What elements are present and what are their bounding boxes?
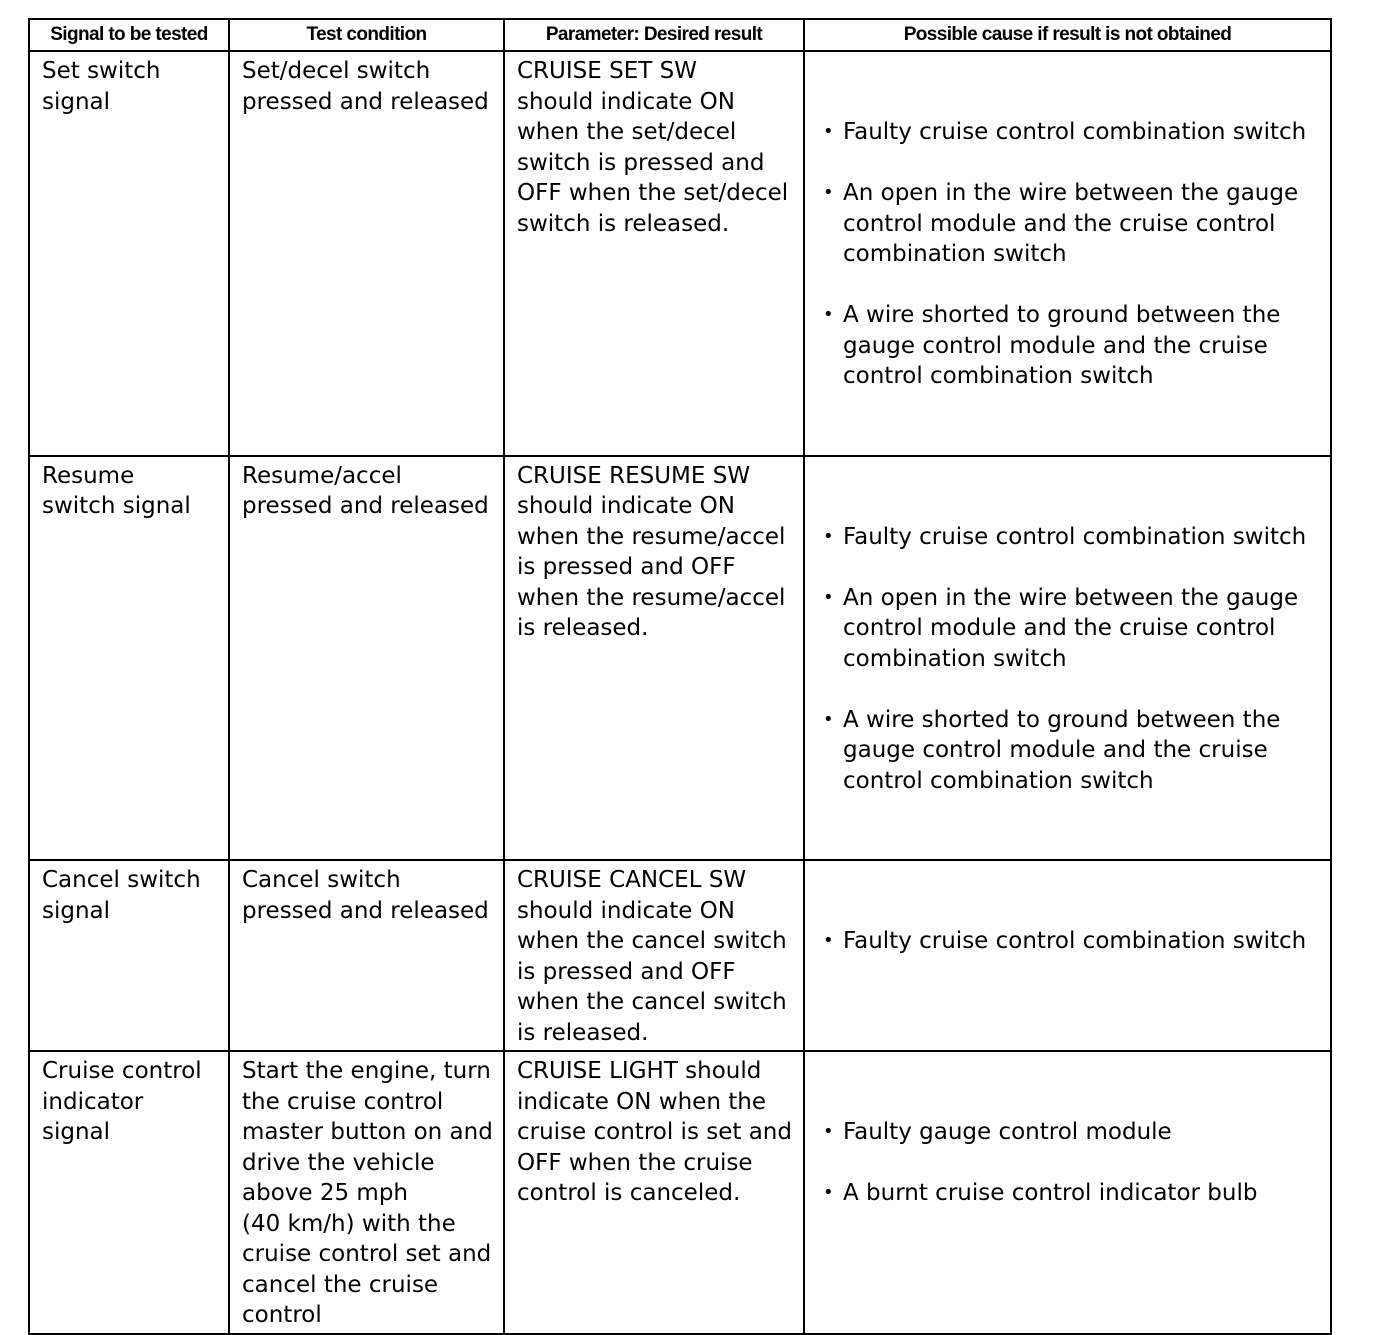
condition-cell: Cancel switch pressed and released — [229, 860, 504, 1051]
cause-item: • A wire shorted to ground between the gauge control module and the cruise control combination switch — [817, 300, 1320, 392]
cause-item: • Faulty cruise control combination switch — [817, 926, 1320, 957]
cause-item: • Faulty gauge control module — [817, 1117, 1320, 1148]
header-possible-cause: Possible cause if result is not obtained — [804, 19, 1331, 51]
cause-list — [817, 896, 1320, 988]
condition-cell: Start the engine, turn the cruise control master button on and drive the vehicle above 25 mph (40 km/h) with the cruise control set and cancel the cruise control — [229, 1051, 504, 1334]
result-cell: CRUISE SET SW should indicate ON when the set/decel switch is pressed and OFF when the set/decel switch is released. — [504, 51, 804, 456]
result-cell: CRUISE LIGHT should indicate ON when the cruise control is set and OFF when the cruise control is canceled. — [504, 1051, 804, 1334]
cause-list — [817, 87, 1320, 423]
cause-item: • Faulty cruise control combination switch — [817, 117, 1320, 148]
signal-cell: Resume switch signal — [29, 456, 229, 861]
cause-item: • A wire shorted to ground between the gauge control module and the cruise control combination switch — [817, 705, 1320, 797]
troubleshooting-table — [28, 18, 1332, 1335]
cause-item: • An open in the wire between the gauge control module and the cruise control combination switch — [817, 583, 1320, 675]
signal-cell: Cruise control indicator signal — [29, 1051, 229, 1334]
result-cell: CRUISE CANCEL SW should indicate ON when the cancel switch is pressed and OFF when the cancel switch is released. — [504, 860, 804, 1051]
cause-cell — [804, 1051, 1331, 1334]
header-row — [29, 19, 1331, 51]
header-desired-result: Parameter: Desired result — [504, 19, 804, 51]
header-test-condition: Test condition — [229, 19, 504, 51]
table-row — [29, 456, 1331, 861]
table-row — [29, 51, 1331, 456]
condition-cell: Resume/accel pressed and released — [229, 456, 504, 861]
result-cell: CRUISE RESUME SW should indicate ON when the resume/accel is pressed and OFF when the resume/accel is released. — [504, 456, 804, 861]
table-row — [29, 1051, 1331, 1334]
cause-item: • Faulty cruise control combination switch — [817, 522, 1320, 553]
condition-cell: Set/decel switch pressed and released — [229, 51, 504, 456]
signal-cell: Cancel switch signal — [29, 860, 229, 1051]
cause-cell — [804, 51, 1331, 456]
cause-list — [817, 1087, 1320, 1240]
cause-item: • An open in the wire between the gauge control module and the cruise control combination switch — [817, 178, 1320, 270]
cause-item: • A burnt cruise control indicator bulb — [817, 1178, 1320, 1209]
table-row — [29, 860, 1331, 1051]
cause-cell — [804, 456, 1331, 861]
header-signal: Signal to be tested — [29, 19, 229, 51]
signal-cell: Set switch signal — [29, 51, 229, 456]
cause-list — [817, 491, 1320, 827]
cause-cell — [804, 860, 1331, 1051]
